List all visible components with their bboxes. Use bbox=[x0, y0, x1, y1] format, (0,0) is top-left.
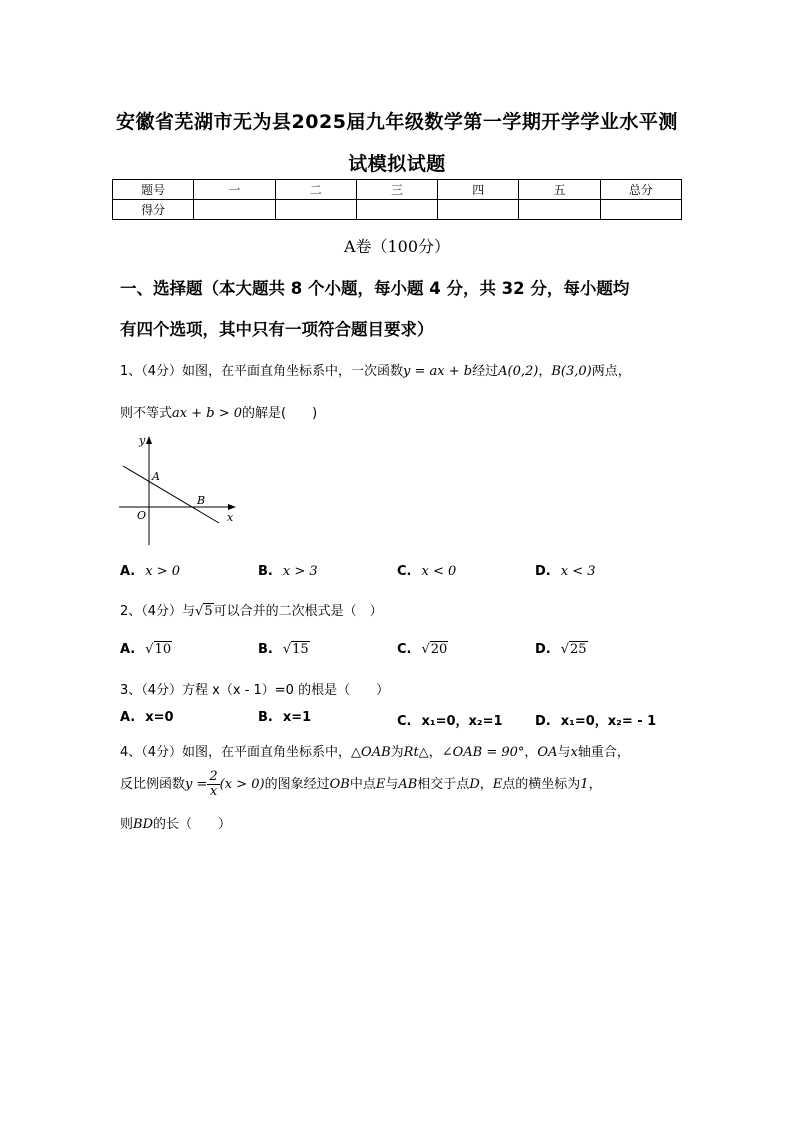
score-header-cell: 三 bbox=[356, 180, 437, 200]
option-label: B. bbox=[258, 642, 273, 657]
option-label: A. bbox=[120, 642, 136, 657]
y-axis-label: y bbox=[139, 434, 146, 447]
q4-ab: AB bbox=[398, 777, 418, 792]
option-label: B. bbox=[258, 710, 273, 725]
q4-and: 与 bbox=[385, 777, 399, 792]
score-cell bbox=[275, 200, 356, 220]
part1-heading-line1: 一、选择题（本大题共 8 个小题，每小题 4 分，共 32 分，每小题均 bbox=[120, 279, 630, 298]
option-text: x=1 bbox=[282, 710, 312, 725]
part1-heading-line2: 有四个选项，其中只有一项符合题目要求） bbox=[120, 320, 434, 339]
q3-option-a[interactable] bbox=[120, 710, 174, 725]
q4-frac-num: 2 bbox=[209, 769, 218, 784]
option-label: D. bbox=[535, 642, 551, 657]
q3-option-c[interactable] bbox=[397, 710, 503, 729]
option-text: x₁=0，x₂= - 1 bbox=[560, 714, 657, 729]
q4-end: ， bbox=[588, 777, 602, 792]
q2-radicand: 5 bbox=[204, 604, 213, 619]
q4-line1 bbox=[120, 741, 630, 760]
q4-line2-mid: 的图象经过 bbox=[264, 777, 330, 792]
q4-line2-prefix: 反比例函数 bbox=[120, 777, 186, 792]
q4-mid2: 中点 bbox=[349, 777, 376, 792]
option-radicand: 15 bbox=[292, 642, 309, 657]
q4-meet: 相交于点 bbox=[417, 777, 470, 792]
y-axis-arrow bbox=[146, 436, 152, 444]
option-text: x > 3 bbox=[282, 564, 318, 579]
q4-line3 bbox=[120, 813, 231, 832]
q1-option-d[interactable] bbox=[535, 564, 596, 579]
q4-prefix: 4、（4分）如图，在平面直角坐标系中， bbox=[120, 745, 352, 760]
q4-line2-suffix: 点的横坐标为 bbox=[502, 777, 581, 792]
q1-inequality: ax + b > 0 bbox=[172, 406, 243, 421]
q1-option-b[interactable] bbox=[258, 564, 318, 579]
score-table-score-row bbox=[113, 200, 682, 220]
q4-line1-suffix: 轴重合， bbox=[577, 745, 630, 760]
q1-mid: 经过 bbox=[472, 364, 499, 379]
option-radicand: 25 bbox=[570, 642, 587, 657]
q4-e2: E bbox=[492, 777, 503, 792]
origin-label: O bbox=[137, 509, 147, 522]
q4-comma: ， bbox=[428, 745, 442, 760]
score-cell bbox=[356, 200, 437, 220]
q1-point-a: A(0,2) bbox=[498, 364, 539, 379]
q2-line bbox=[120, 600, 383, 619]
q4-oa: OA bbox=[537, 745, 558, 760]
page-title-line2: 试模拟试题 bbox=[348, 153, 446, 175]
option-text: x₁=0，x₂=1 bbox=[421, 714, 503, 729]
q4-comma3: ， bbox=[479, 777, 493, 792]
score-cell bbox=[600, 200, 681, 220]
option-label: C. bbox=[397, 714, 412, 729]
q4-rt: Rt△ bbox=[403, 745, 429, 760]
q4-line3-suffix: 的长（ ） bbox=[153, 817, 232, 832]
q1-sep: ， bbox=[538, 364, 552, 379]
q1-line2 bbox=[120, 402, 317, 421]
score-header-cell: 二 bbox=[275, 180, 356, 200]
q4-d: D bbox=[469, 777, 480, 792]
q4-frac-den: x bbox=[209, 784, 218, 799]
option-label: C. bbox=[397, 642, 412, 657]
q4-domain: (x > 0) bbox=[219, 777, 265, 792]
score-header-cell: 四 bbox=[438, 180, 519, 200]
q1-figure bbox=[115, 433, 245, 548]
q3-option-d[interactable] bbox=[535, 710, 656, 729]
option-text: x < 3 bbox=[560, 564, 596, 579]
q1-suffix: 两点， bbox=[591, 364, 631, 379]
option-text: x < 0 bbox=[421, 564, 457, 579]
q4-with: 与 bbox=[557, 745, 571, 760]
q4-is: 为 bbox=[390, 745, 404, 760]
page-title-line1: 安徽省芜湖市无为县2025届九年级数学第一学期开学学业水平测 bbox=[116, 111, 678, 133]
x-axis-label: x bbox=[227, 511, 234, 524]
q4-triangle: △OAB bbox=[351, 745, 391, 760]
score-row-label: 得分 bbox=[113, 200, 194, 220]
q2-option-b[interactable]: B. √15 bbox=[258, 642, 309, 657]
option-label: B. bbox=[258, 564, 273, 579]
score-header-cell: 一 bbox=[194, 180, 275, 200]
score-header-cell: 五 bbox=[519, 180, 600, 200]
q1-function: y = ax + b bbox=[403, 364, 473, 379]
q2-prefix: 2、（4分）与 bbox=[120, 604, 196, 619]
q4-bd: BD bbox=[133, 817, 153, 832]
option-radicand: 10 bbox=[154, 642, 172, 657]
option-label: C. bbox=[397, 564, 412, 579]
q1-line2-prefix: 则不等式 bbox=[120, 406, 173, 421]
q4-e: E bbox=[375, 777, 386, 792]
q1-option-c[interactable] bbox=[397, 564, 456, 579]
q1-option-a[interactable] bbox=[120, 564, 180, 579]
q2-option-a[interactable]: A. √10 bbox=[120, 642, 172, 657]
x-axis-arrow bbox=[228, 504, 236, 510]
score-table-header-row bbox=[113, 180, 682, 200]
score-cell bbox=[519, 200, 600, 220]
q4-angle: ∠OAB = 90° bbox=[441, 745, 525, 760]
q1-line2-suffix: 的解是( ) bbox=[242, 406, 318, 421]
q2-option-d[interactable]: D. √25 bbox=[535, 642, 587, 657]
option-label: D. bbox=[535, 564, 551, 579]
q2-sqrt: √5 bbox=[195, 604, 213, 619]
q1-prefix: 1、（4分）如图，在平面直角坐标系中，一次函数 bbox=[120, 364, 404, 379]
q4-comma2: ， bbox=[524, 745, 538, 760]
option-radicand: 20 bbox=[430, 642, 448, 657]
q2-suffix: 可以合并的二次根式是（ ） bbox=[213, 604, 383, 619]
option-label: A. bbox=[120, 710, 136, 725]
q4-line3-prefix: 则 bbox=[120, 817, 134, 832]
q4-one: 1 bbox=[580, 777, 589, 792]
q3-line: 3、（4分）方程 x（x - 1）=0 的根是（ ） bbox=[120, 683, 390, 698]
score-cell bbox=[194, 200, 275, 220]
q4-xaxis: x bbox=[570, 745, 578, 760]
score-header-cell: 题号 bbox=[113, 180, 194, 200]
score-table bbox=[112, 179, 682, 220]
point-a-label: A bbox=[152, 470, 160, 483]
option-label: A. bbox=[120, 564, 136, 579]
option-text: x > 0 bbox=[145, 564, 181, 579]
q2-option-c[interactable]: C. √20 bbox=[397, 642, 448, 657]
option-label: D. bbox=[535, 714, 551, 729]
section-a-heading: A卷（100分） bbox=[343, 237, 451, 256]
q4-func-lhs: y = bbox=[185, 777, 208, 792]
q4-fraction bbox=[207, 770, 219, 799]
q1-line1 bbox=[120, 360, 631, 379]
q4-ob: OB bbox=[329, 777, 350, 792]
score-header-cell: 总分 bbox=[600, 180, 681, 200]
point-b-label: B bbox=[197, 494, 206, 507]
q4-line2 bbox=[120, 770, 602, 799]
score-cell bbox=[438, 200, 519, 220]
q3-option-b[interactable] bbox=[258, 710, 311, 725]
option-text: x=0 bbox=[145, 710, 174, 725]
q1-point-b: B(3,0) bbox=[551, 364, 592, 379]
